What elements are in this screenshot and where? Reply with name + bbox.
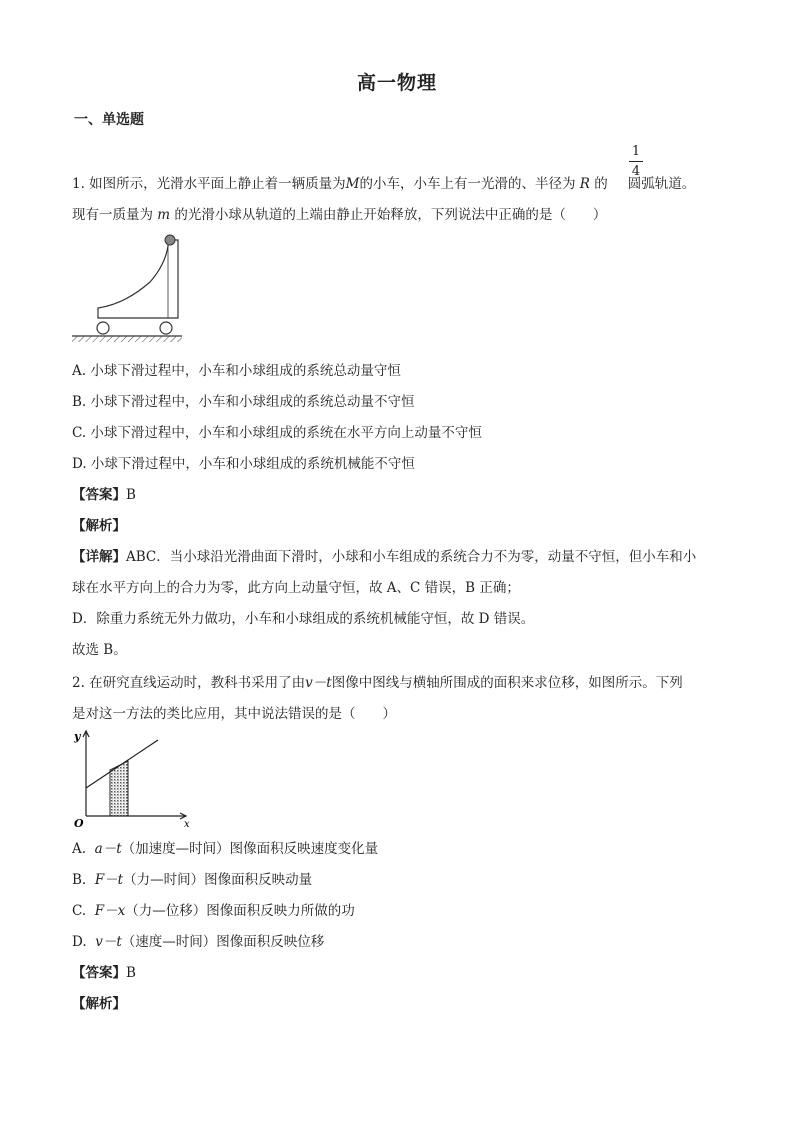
q2-text: 图像中图线与横轴所围成的面积来求位移，如图所示。下列 xyxy=(331,675,683,691)
q1-answer xyxy=(72,483,136,503)
q1-detail-line1 xyxy=(72,545,696,565)
option-variable: F－x xyxy=(94,903,126,919)
option-letter: C. xyxy=(72,903,87,919)
option-variable: F－t xyxy=(94,872,124,888)
option-text: （加速度—时间）图像面积反映速度变化量 xyxy=(121,841,379,857)
q1-option-b: B. 小球下滑过程中，小车和小球组成的系统总动量不守恒 xyxy=(72,394,415,410)
q1-option-d: D. 小球下滑过程中，小车和小球组成的系统机械能不守恒 xyxy=(72,456,415,472)
cart-track-figure xyxy=(70,230,185,349)
x-axis-label: x xyxy=(184,819,190,828)
q1-text: 圆弧轨道。 xyxy=(627,176,696,192)
option-text: （力—时间）图像面积反映动量 xyxy=(123,872,313,888)
cart-body xyxy=(98,240,178,318)
y-axis-label: y xyxy=(74,730,81,743)
cart-track-diagram xyxy=(70,230,185,345)
q1-var-M: M xyxy=(345,176,360,192)
q2-option-c xyxy=(72,899,355,919)
option-letter: B. xyxy=(72,872,87,888)
q1-text: 1. 如图所示，光滑水平面上静止着一辆质量为 xyxy=(72,176,346,192)
q2-line2: 是对这一方法的类比应用，其中说法错误的是（ ） xyxy=(72,706,396,722)
q2-analysis-label: 【解析】 xyxy=(72,996,126,1012)
q1-text: 现有一质量为 xyxy=(72,207,153,223)
page-title: 高一物理 xyxy=(356,72,437,94)
origin-label: O xyxy=(74,817,84,828)
area-graph-diagram xyxy=(72,728,197,828)
q2-option-d xyxy=(72,930,324,950)
answer-value: B xyxy=(126,965,136,981)
q2-option-a xyxy=(72,837,378,857)
cart-wheel-right xyxy=(160,322,172,334)
detail-label: 【详解】 xyxy=(72,549,126,565)
q1-line2 xyxy=(72,203,606,223)
q1-option-c: C. 小球下滑过程中，小车和小球组成的系统在水平方向上动量不守恒 xyxy=(72,425,482,441)
q1-line1 xyxy=(72,172,695,192)
q1-conclusion: 故选 B。 xyxy=(72,642,127,658)
option-letter: A. xyxy=(72,841,87,857)
q1-var-R: R xyxy=(579,176,590,192)
q1-analysis-label: 【解析】 xyxy=(72,518,126,534)
shaded-area-strip xyxy=(110,761,128,816)
q2-line1 xyxy=(72,671,683,691)
q2-text: 2. 在研究直线运动时，教科书采用了由 xyxy=(72,675,306,691)
answer-label: 【答案】 xyxy=(72,487,126,503)
q1-option-a: A. 小球下滑过程中，小车和小球组成的系统总动量守恒 xyxy=(72,363,401,379)
q2-answer xyxy=(72,961,136,981)
option-text: （力—位移）图像面积反映力所做的功 xyxy=(125,903,355,919)
ball xyxy=(165,235,175,245)
q1-text: 的小车，小车上有一光滑的、半径为 xyxy=(359,176,576,192)
q1-text: 的光滑小球从轨道的上端由静止开始释放，下列说法中正确的是（ ） xyxy=(174,207,607,223)
option-variable: v－t xyxy=(95,934,122,950)
fraction-denominator: 4 xyxy=(631,164,641,179)
ground-hatching xyxy=(72,336,182,342)
section-heading: 一、单选题 xyxy=(74,112,144,128)
q1-var-m: m xyxy=(157,207,171,223)
answer-value: B xyxy=(126,487,136,503)
area-graph-figure xyxy=(72,728,197,832)
answer-label: 【答案】 xyxy=(72,965,126,981)
q1-text: 的 xyxy=(594,176,608,192)
option-variable: a－t xyxy=(94,841,122,857)
q1-detail-line2: 球在水平方向上的合力为零，此方向上动量守恒，故 A、C 错误，B 正确； xyxy=(72,580,520,596)
q2-option-b xyxy=(72,868,312,888)
cart-wheel-left xyxy=(97,322,109,334)
detail-text: ABC．当小球沿光滑曲面下滑时，小球和小车组成的系统合力不为零，动量不守恒，但小车和小 xyxy=(126,549,697,565)
option-text: （速度—时间）图像面积反映位移 xyxy=(121,934,325,950)
fraction-bar xyxy=(629,161,643,162)
fraction-numerator: 1 xyxy=(631,144,641,159)
option-letter: D. xyxy=(72,934,87,950)
q2-var-vt: v－t xyxy=(305,675,332,691)
quarter-fraction xyxy=(629,143,643,180)
q1-detail-line3: D．除重力系统无外力做功，小车和小球组成的系统机械能守恒，故 D 错误。 xyxy=(72,611,535,627)
